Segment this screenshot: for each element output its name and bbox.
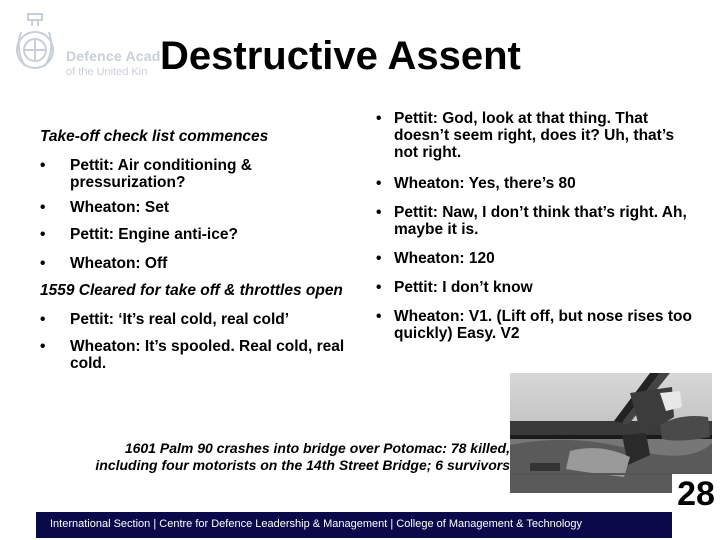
right-bullet-5: • Pettit: I don’t know [376, 279, 533, 296]
left-column [40, 124, 365, 380]
right-bullet-3: • Pettit: Naw, I don’t think that’s right. Ah, maybe it is. [376, 204, 687, 238]
left-bullet-2-text: Wheaton: Set [70, 199, 170, 216]
right-bullet-6-text: Wheaton: V1. (Lift off, but nose rises too quickly) Easy. V2 [394, 308, 692, 342]
right-bullet-5-text: Pettit: I don’t know [394, 279, 533, 296]
right-bullet-6: • Wheaton: V1. (Lift off, but nose rises too quickly) Easy. V2 [376, 308, 692, 342]
footer-text: International Section | Centre for Defence Leadership & Management | College of Management & Technology [50, 518, 583, 530]
left-bullet-5-text: Pettit: ‘It’s real cold, real cold’ [70, 311, 290, 328]
left-bullet-6-text: Wheaton: It’s spooled. Real cold, real cold. [70, 338, 345, 372]
right-bullet-2-text: Wheaton: Yes, there’s 80 [394, 175, 576, 192]
logo-org-line1: Defence Acad [66, 48, 161, 64]
page-number: 28 [672, 474, 720, 538]
right-bullet-4-text: Wheaton: 120 [394, 250, 495, 267]
left-bullet-4-text: Wheaton: Off [70, 255, 168, 272]
left-bullet-3-text: Pettit: Engine anti-ice? [70, 226, 238, 243]
footer-bar [36, 512, 684, 538]
right-bullet-4: • Wheaton: 120 [376, 250, 495, 267]
left-bullet-2: • Wheaton: Set [40, 199, 170, 216]
left-bullet-3: • Pettit: Engine anti-ice? [40, 226, 238, 243]
left-bullet-6: • Wheaton: It’s spooled. Real cold, real cold. [40, 338, 345, 372]
logo-org-line2: of the United Kin [66, 66, 148, 78]
left-bullet-4: • Wheaton: Off [40, 255, 168, 272]
photo-caption: 1601 Palm 90 crashes into bridge over Potomac: 78 killed, including four motorists on the 14th Street Bridge; 6 survivors [95, 440, 510, 473]
right-bullet-2: • Wheaton: Yes, there’s 80 [376, 175, 576, 192]
left-bullet-1-text: Pettit: Air conditioning & pressurization? [70, 157, 252, 191]
right-column [372, 110, 702, 351]
right-bullet-1-text: Pettit: God, look at that thing. That doesn’t seem right, does it? Uh, that’s not right. [394, 110, 675, 161]
left-bullet-5: • Pettit: ‘It’s real cold, real cold’ [40, 311, 290, 328]
left-subhead-2-text: 1559 Cleared for take off & throttles open [40, 282, 343, 299]
right-bullet-3-text: Pettit: Naw, I don’t think that’s right. Ah, maybe it is. [394, 204, 687, 238]
left-subhead-1: Take-off check list commences [40, 128, 269, 145]
left-subhead-2 [40, 282, 365, 299]
left-bullet-1: • Pettit: Air conditioning & pressurization? [40, 157, 252, 191]
right-bullet-1: • Pettit: God, look at that thing. That doesn’t seem right, does it? Uh, that’s not right. [376, 110, 675, 161]
crest-icon [10, 10, 60, 76]
slide-title: Destructive Assent [160, 34, 521, 78]
